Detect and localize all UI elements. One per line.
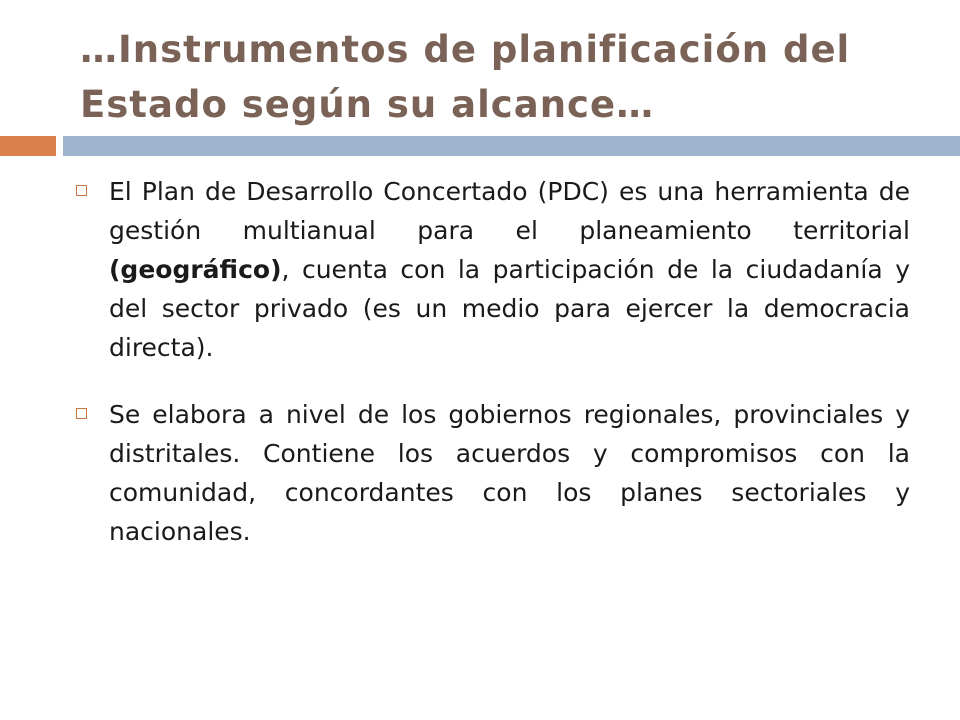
- accent-bar-blue: [63, 136, 960, 156]
- bullet-text-bold: (geográfico): [109, 255, 282, 284]
- bullet-text-after: , cuenta con la participación de la ciudadanía y del sector privado (es un medio para ejercer la democracia directa).: [109, 255, 910, 362]
- bullet-text: Se elabora a nivel de los gobiernos regionales, provinciales y distritales. Contiene los acuerdos y compromisos con la comunidad, concordantes con los planes sectoriales y nacionales.: [109, 400, 910, 546]
- bullet-item-elaboracion: [76, 395, 910, 551]
- bullet-text-before: El Plan de Desarrollo Concertado (PDC) es una herramienta de gestión multianual para el planeamiento territorial: [109, 177, 910, 245]
- square-bullet-icon: [76, 408, 87, 419]
- square-bullet-icon: [76, 185, 87, 196]
- bullet-list: [76, 172, 910, 579]
- slide-title: …Instrumentos de planificación del Estado según su alcance…: [80, 28, 851, 126]
- bullet-item-pdc: [76, 172, 910, 367]
- accent-bar-orange: [0, 136, 56, 156]
